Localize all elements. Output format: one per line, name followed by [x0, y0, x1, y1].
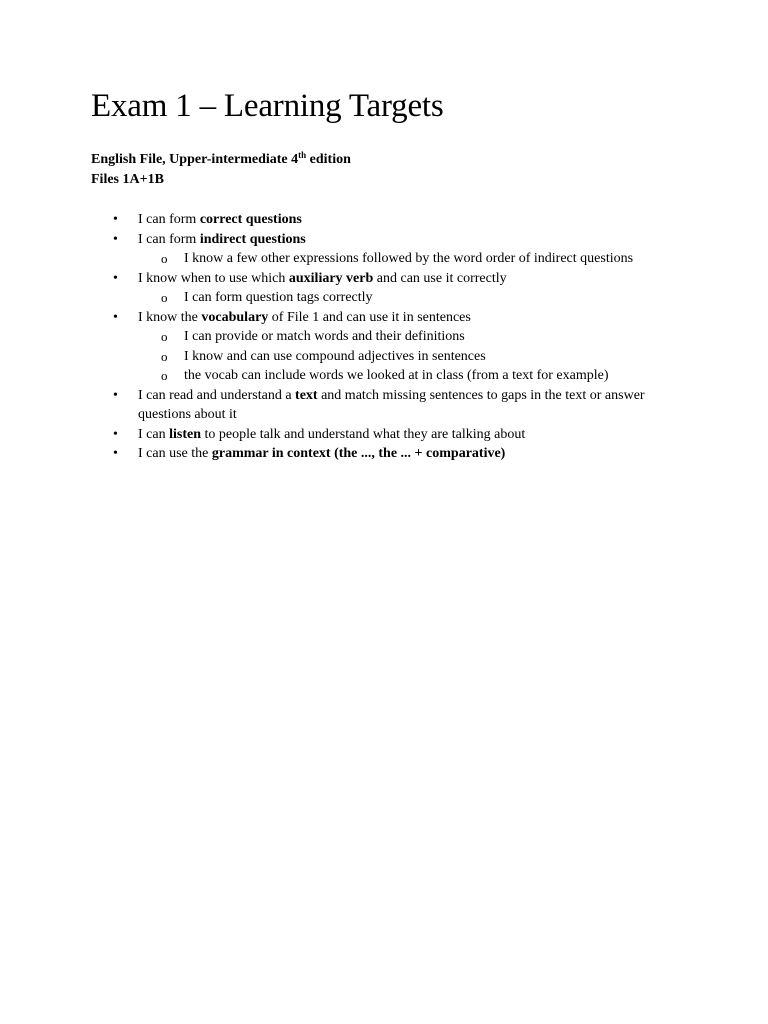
- bullet-icon: [113, 425, 125, 445]
- learning-target-text: [138, 212, 302, 227]
- sub-target-item: [138, 347, 691, 367]
- sub-target-list: [138, 327, 691, 386]
- target-text-post: to people talk and understand what they are talking about: [200, 426, 526, 442]
- target-text-post: and match missing sentences to gaps in the text or answer questions about it: [138, 387, 645, 422]
- bullet-icon: [113, 230, 125, 250]
- bullet-icon: [113, 210, 125, 230]
- target-key-term: text: [295, 387, 318, 403]
- course-name: English File, Upper-intermediate 4: [91, 152, 299, 167]
- circle-bullet-icon: [161, 347, 168, 367]
- learning-target-text: [138, 232, 306, 247]
- sub-target-text: I can form question tags correctly: [184, 290, 373, 305]
- bullet-icon: [113, 308, 125, 328]
- learning-target-item: [91, 308, 691, 386]
- target-text-pre: I can form: [138, 231, 200, 247]
- learning-target-item: [91, 269, 691, 308]
- target-text-pre: I can use the: [138, 446, 212, 461]
- document-title: Exam 1 – Learning Targets: [91, 88, 444, 124]
- learning-target-item: [91, 386, 691, 425]
- target-key-term: auxiliary verb: [288, 270, 374, 286]
- target-text-pre: I know the: [138, 309, 202, 325]
- circle-bullet-icon: [161, 366, 168, 386]
- learning-target-item: [91, 425, 691, 445]
- sub-target-text: I can provide or match words and their definitions: [184, 329, 465, 344]
- sub-target-item: [138, 249, 691, 269]
- sub-target-item: [138, 366, 691, 386]
- edition-label: edition: [306, 152, 351, 167]
- sub-target-item: [138, 327, 691, 347]
- bullet-icon: [113, 386, 125, 406]
- edition-ordinal-suffix: th: [298, 150, 307, 160]
- sub-target-text: I know and can use compound adjectives in sentences: [184, 348, 486, 364]
- document-page: [91, 84, 691, 464]
- target-key-term: grammar in context (the ..., the ... + comparative): [211, 446, 506, 461]
- learning-target-text: [138, 388, 645, 423]
- learning-target-text: [138, 446, 505, 461]
- learning-target-text: [138, 271, 507, 286]
- files-line: Files 1A+1B: [91, 172, 164, 187]
- sub-target-list: [138, 288, 691, 308]
- bullet-icon: [113, 444, 125, 464]
- target-text-post: and can use it correctly: [373, 270, 507, 286]
- sub-target-text: I know a few other expressions followed by the word order of indirect questions: [184, 251, 634, 266]
- sub-target-text: the vocab can include words we looked at in class (from a text for example): [184, 368, 609, 383]
- target-text-post: of File 1 and can use it in sentences: [268, 309, 471, 325]
- circle-bullet-icon: [161, 327, 168, 347]
- sub-target-item: [138, 288, 691, 308]
- learning-target-text: [138, 310, 471, 325]
- course-subtitle: [91, 150, 691, 190]
- target-key-term: listen: [169, 426, 201, 442]
- circle-bullet-icon: [161, 288, 168, 308]
- target-text-pre: I can read and understand a: [138, 387, 296, 403]
- target-key-term: vocabulary: [201, 309, 269, 325]
- bullet-icon: [113, 269, 125, 289]
- target-key-term: indirect questions: [199, 231, 306, 247]
- target-text-pre: I know when to use which: [138, 270, 289, 286]
- learning-target-item: [91, 230, 691, 269]
- learning-target-item: [91, 444, 691, 464]
- sub-target-list: [138, 249, 691, 269]
- course-name-line: [91, 150, 691, 170]
- learning-target-item: [91, 210, 691, 230]
- learning-targets-list: [91, 210, 691, 464]
- target-text-pre: I can: [138, 426, 170, 442]
- circle-bullet-icon: [161, 249, 168, 269]
- learning-target-text: [138, 427, 525, 442]
- target-text-pre: I can form: [138, 212, 200, 227]
- target-key-term: correct questions: [199, 212, 302, 227]
